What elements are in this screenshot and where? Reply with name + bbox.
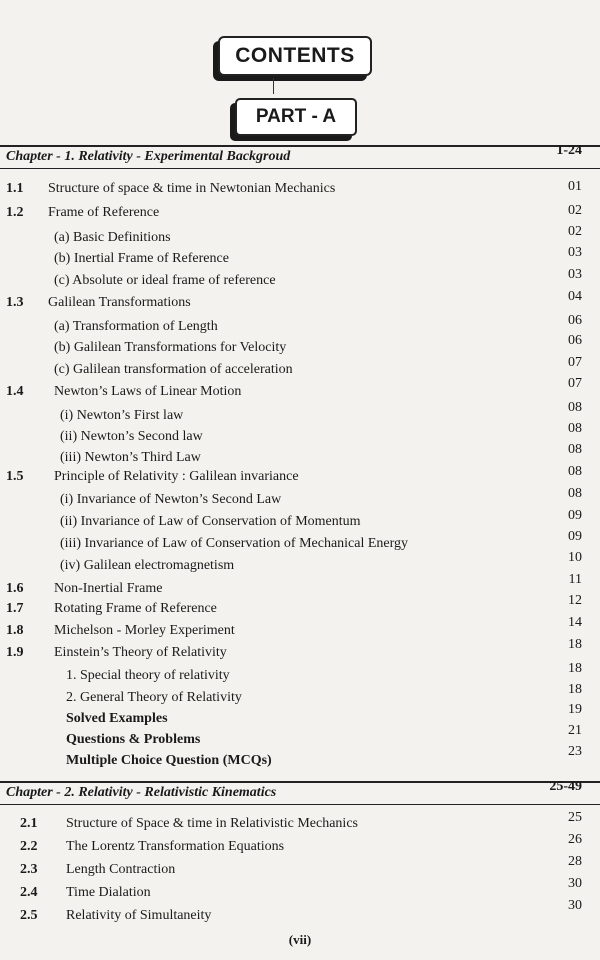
- toc-entry-page: 08: [568, 400, 582, 415]
- toc-entry: [0, 464, 600, 487]
- toc-entry-title: (b) Galilean Transformations for Velocity: [54, 340, 287, 355]
- toc-entry-page: 10: [568, 550, 582, 565]
- toc-entry: [0, 442, 600, 468]
- toc-entry-page: 04: [568, 289, 582, 304]
- toc-entry-title: Structure of Space & time in Relativistic Mechanics: [66, 816, 358, 831]
- toc-entry-title: Newton’s Laws of Linear Motion: [54, 384, 242, 399]
- toc-entry: [0, 810, 600, 834]
- toc-entry: [0, 744, 600, 771]
- chapter-1-rule-top: [0, 145, 600, 147]
- toc-entry-title: (c) Galilean transformation of acceleration: [54, 362, 293, 377]
- toc-entry-number: 2.1: [20, 816, 38, 831]
- chapter-2-header: [0, 781, 600, 805]
- toc-entry-page: 09: [568, 529, 582, 544]
- toc-entry-title: (i) Invariance of Newton’s Second Law: [60, 492, 282, 507]
- toc-entry-page: 30: [568, 898, 582, 913]
- toc-entry-number: 1.5: [6, 469, 24, 484]
- toc-entry: [0, 550, 600, 576]
- toc-entry-title: 2. General Theory of Relativity: [66, 690, 242, 705]
- toc-entry: [0, 179, 600, 199]
- toc-entry-page: 28: [568, 854, 582, 869]
- toc-entry-title: (b) Inertial Frame of Reference: [54, 251, 229, 266]
- toc-entry: [0, 508, 600, 532]
- toc-entry-title: (iii) Newton’s Third Law: [60, 450, 201, 465]
- toc-entry-page: 18: [568, 661, 582, 676]
- toc-entry-page: 06: [568, 313, 582, 328]
- toc-entry-title: Length Contraction: [66, 862, 176, 877]
- toc-entry-page: 08: [568, 486, 582, 501]
- toc-entry-page: 12: [568, 593, 582, 608]
- toc-entry: [0, 486, 600, 510]
- toc-entry-page: 21: [568, 723, 582, 738]
- toc-entry-page: 19: [568, 702, 582, 717]
- toc-entry: [0, 723, 600, 750]
- toc-entry-page: 08: [568, 421, 582, 436]
- toc-entry-number: 2.3: [20, 862, 38, 877]
- toc-entry-number: 1.9: [6, 645, 24, 660]
- toc-entry-number: 1.2: [6, 205, 24, 220]
- toc-entry: [0, 421, 600, 447]
- toc-entry: [0, 615, 600, 641]
- toc-entry-page: 02: [568, 203, 582, 218]
- toc-entry: [0, 289, 600, 313]
- toc-entry-title: Relativity of Simultaneity: [66, 908, 212, 923]
- toc-entry-page: 09: [568, 508, 582, 523]
- toc-entry-page: 08: [568, 464, 582, 479]
- toc-entry-title: (ii) Newton’s Second law: [60, 429, 203, 444]
- toc-entry-title: (ii) Invariance of Law of Conservation of Momentum: [60, 514, 361, 529]
- toc-entry: [0, 400, 600, 426]
- toc-entry-title: Multiple Choice Question (MCQs): [66, 753, 272, 768]
- chapter-1-pages: 1-24: [556, 143, 582, 158]
- toc-entry-page: 03: [568, 245, 582, 260]
- toc-entry-page: 11: [568, 572, 582, 587]
- toc-entry: [0, 832, 600, 857]
- chapter-2-rule-bottom: [0, 804, 600, 805]
- toc-entry-title: Einstein’s Theory of Relativity: [54, 645, 227, 660]
- toc-entry-number: 2.2: [20, 839, 38, 854]
- toc-entry: [0, 661, 600, 686]
- toc-entry-number: 1.8: [6, 623, 24, 638]
- toc-entry-page: 23: [568, 744, 582, 759]
- toc-entry-title: (iii) Invariance of Law of Conservation of Mechanical Energy: [60, 536, 409, 551]
- toc-entry-title: Principle of Relativity : Galilean invariance: [54, 469, 299, 484]
- toc-entry-page: 26: [568, 832, 582, 847]
- toc-entry-number: 1.7: [6, 601, 24, 616]
- chapter-1-header: [0, 145, 600, 169]
- toc-entry-title: Michelson - Morley Experiment: [54, 623, 235, 638]
- heading-connector: [273, 78, 274, 94]
- chapter-2-pages: 25-49: [549, 779, 582, 794]
- contents-heading: CONTENTS: [218, 36, 372, 76]
- toc-entry-title: Solved Examples: [66, 711, 168, 726]
- toc-entry: [0, 876, 600, 903]
- toc-entry-title: The Lorentz Transformation Equations: [66, 839, 285, 854]
- toc-entry-page: 01: [568, 179, 582, 194]
- toc-entry: [0, 267, 600, 291]
- toc-entry-page: 06: [568, 333, 582, 348]
- part-heading: PART - A: [235, 98, 357, 136]
- toc-entry-title: Questions & Problems: [66, 732, 201, 747]
- toc-entry: [0, 313, 600, 337]
- toc-entry: [0, 637, 600, 663]
- toc-entry-number: 1.4: [6, 384, 24, 399]
- toc-entry: [0, 355, 600, 380]
- toc-entry-title: 1. Special theory of relativity: [66, 668, 230, 683]
- page-number: (vii): [288, 932, 312, 947]
- toc-entry-page: 02: [568, 224, 582, 239]
- toc-entry: [0, 333, 600, 358]
- toc-entry-page: 08: [568, 442, 582, 457]
- toc-entry: [0, 682, 600, 708]
- toc-entry-page: 30: [568, 876, 582, 891]
- toc-entry-title: Non-Inertial Frame: [54, 581, 163, 596]
- toc-entry-title: (a) Transformation of Length: [54, 319, 218, 334]
- toc-entry: [0, 854, 600, 880]
- toc-entry-title: Structure of space & time in Newtonian Mechanics: [48, 181, 336, 196]
- toc-entry: [0, 245, 600, 269]
- toc-entry-page: 18: [568, 682, 582, 697]
- toc-entry: [0, 529, 600, 554]
- toc-entry-number: 1.1: [6, 181, 24, 196]
- toc-entry-page: 03: [568, 267, 582, 282]
- toc-entry-page: 18: [568, 637, 582, 652]
- toc-entry-number: 2.4: [20, 885, 38, 900]
- toc-entry-title: (iv) Galilean electromagnetism: [60, 558, 235, 573]
- toc-entry-number: 1.3: [6, 295, 24, 310]
- toc-entry-title: Frame of Reference: [48, 205, 160, 220]
- toc-entry: [0, 224, 600, 248]
- toc-entry-title: Galilean Transformations: [48, 295, 191, 310]
- chapter-1-rule-bottom: [0, 168, 600, 169]
- toc-entry-number: 1.6: [6, 581, 24, 596]
- toc-entry-title: (a) Basic Definitions: [54, 230, 171, 245]
- toc-entry-page: 25: [568, 810, 582, 825]
- toc-entry-title: (i) Newton’s First law: [60, 408, 184, 423]
- toc-entry-page: 07: [568, 355, 582, 370]
- toc-entry-number: 2.5: [20, 908, 38, 923]
- toc-entry: [0, 898, 600, 926]
- toc-entry-title: Time Dialation: [66, 885, 151, 900]
- toc-entry: [0, 572, 600, 599]
- toc-entry: [0, 203, 600, 223]
- chapter-1-title: Chapter - 1. Relativity - Experimental Backgroud: [6, 149, 291, 164]
- toc-entry-title: Rotating Frame of Reference: [54, 601, 217, 616]
- toc-entry: [0, 376, 600, 402]
- chapter-2-title: Chapter - 2. Relativity - Relativistic Kinematics: [6, 785, 277, 800]
- toc-entry-title: (c) Absolute or ideal frame of reference: [54, 273, 276, 288]
- toc-entry: [0, 702, 600, 729]
- toc-entry: [0, 593, 600, 619]
- toc-entry-page: 07: [568, 376, 582, 391]
- toc-entry-page: 14: [568, 615, 582, 630]
- chapter-2-rule-top: [0, 781, 600, 783]
